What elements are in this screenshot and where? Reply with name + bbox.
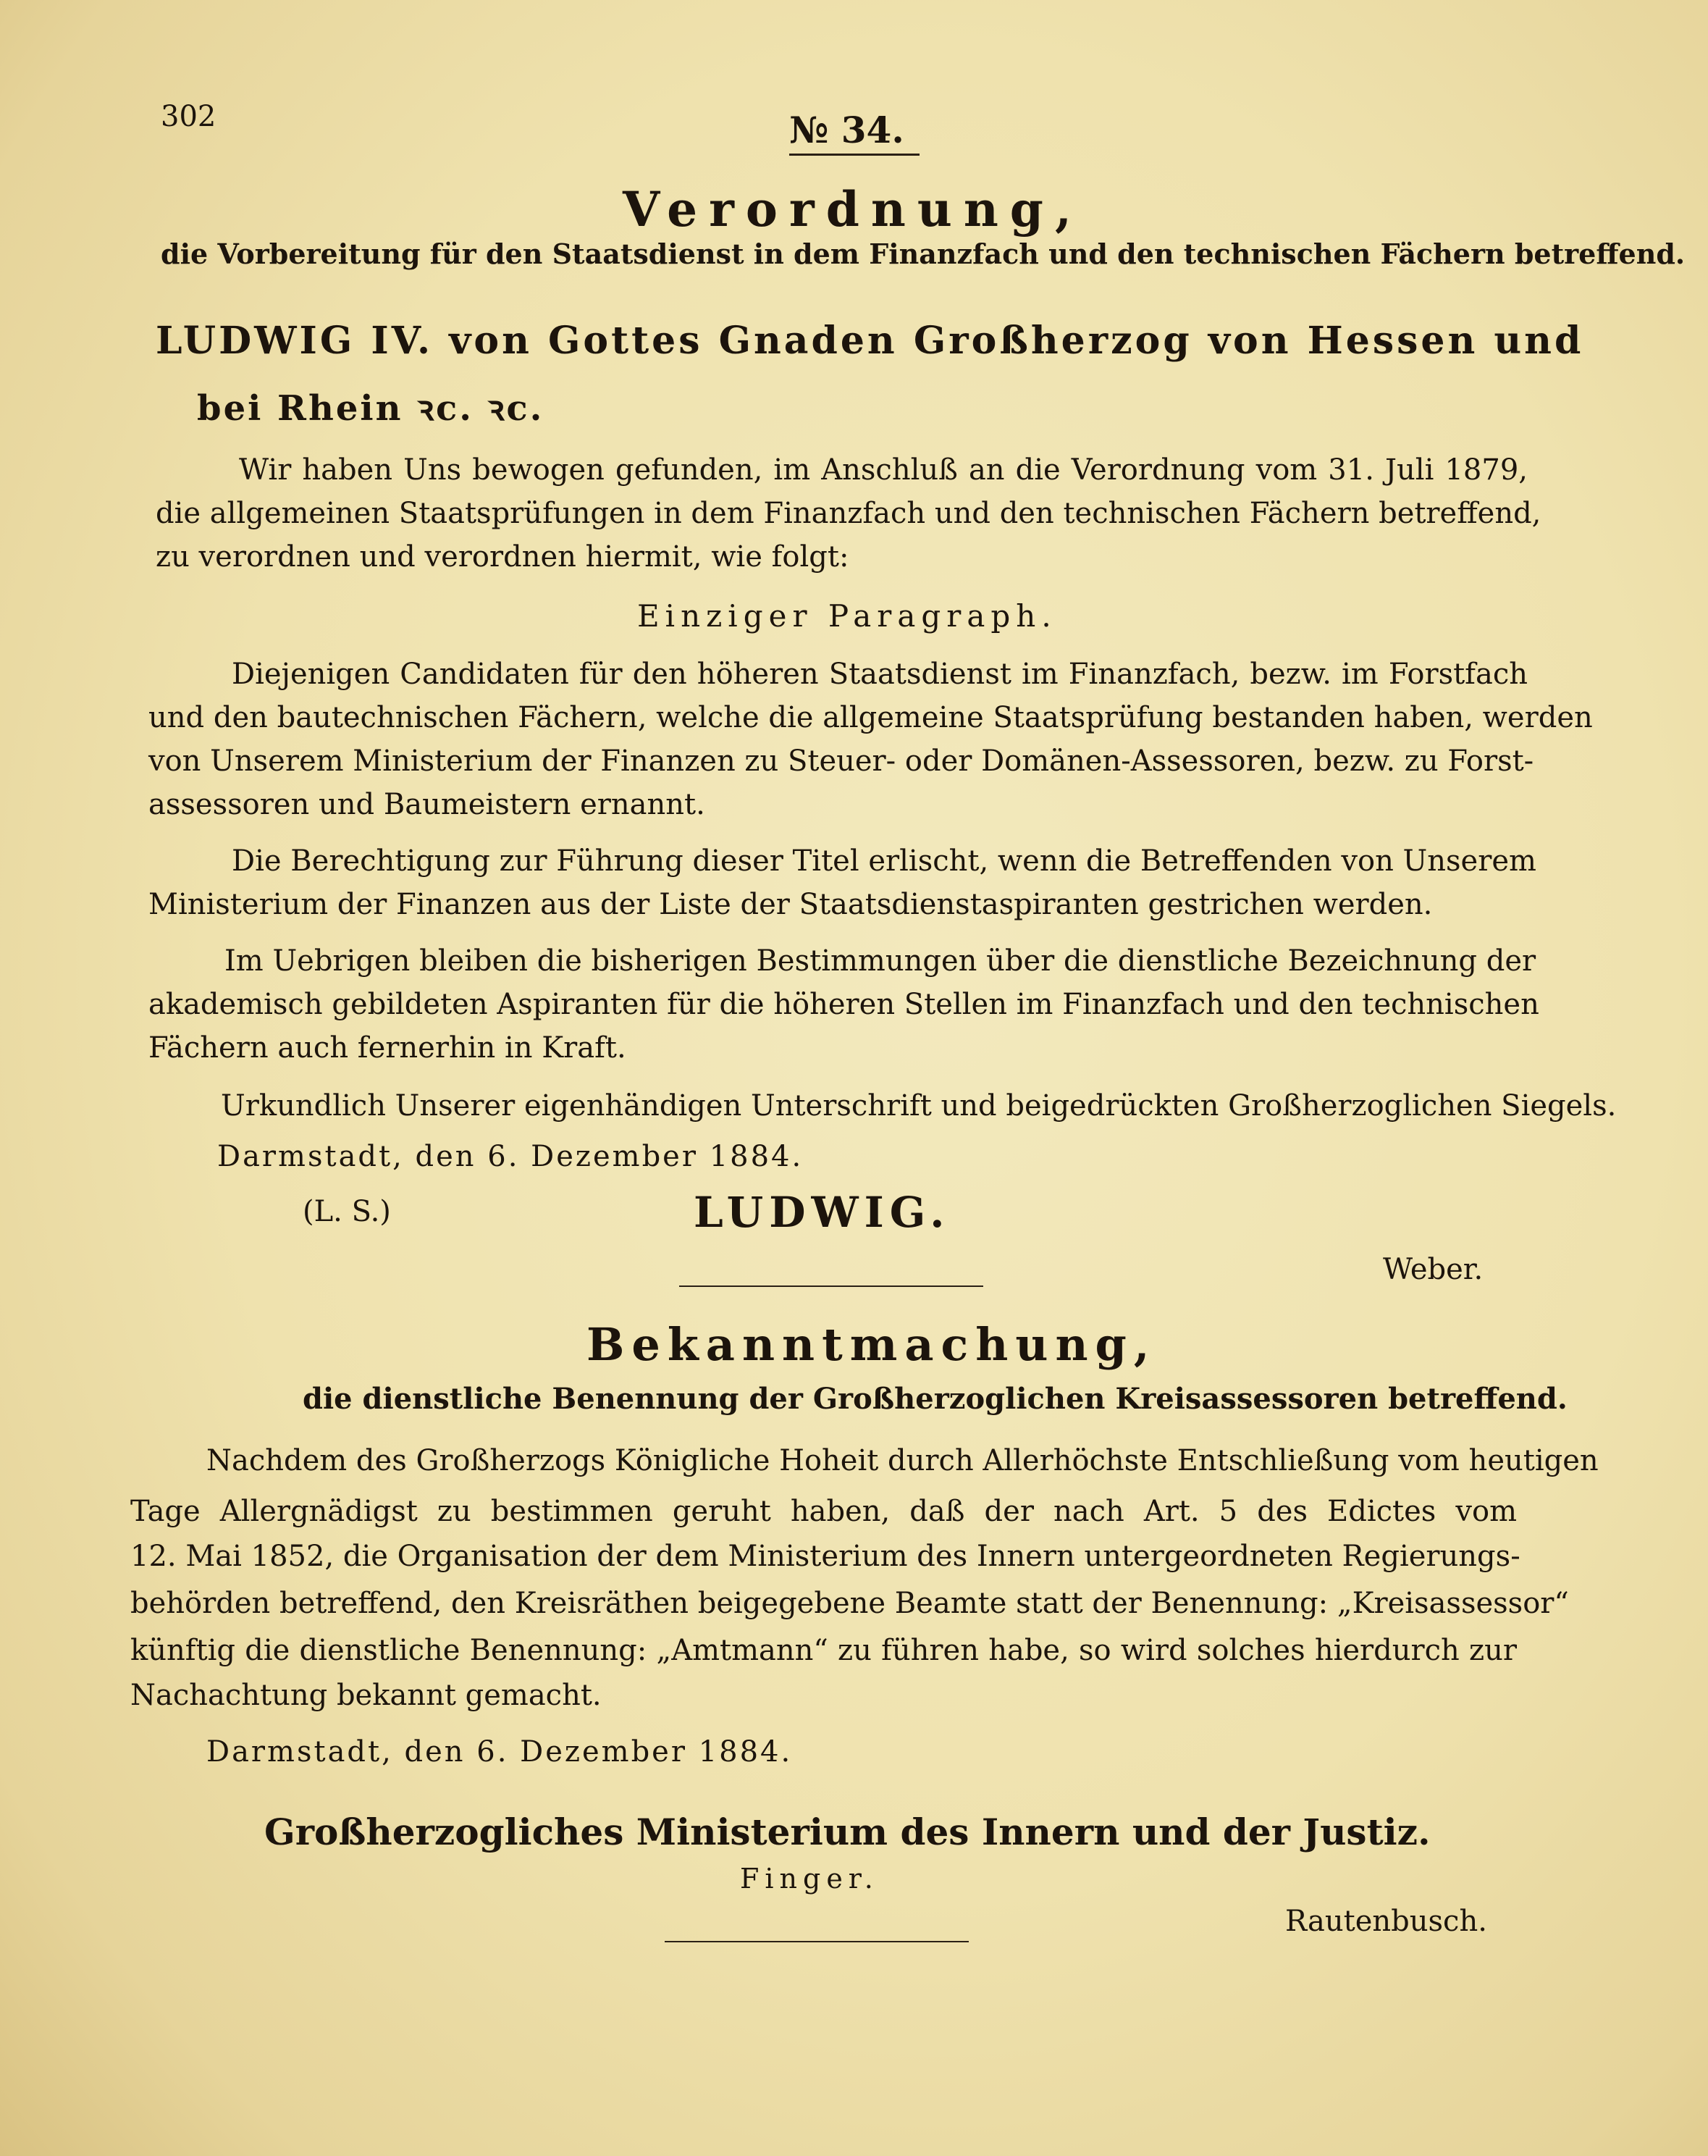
para3-line-2: akademisch gebildeten Aspiranten für die höheren Stellen im Finanzfach und den technischen: [148, 988, 1539, 1021]
sovereign-signature: LUDWIG.: [694, 1188, 951, 1237]
para3-line-1: Im Uebrigen bleiben die bisherigen Bestimmungen über die dienstliche Bezeichnung der: [224, 944, 1536, 978]
issue-underline: [789, 154, 920, 156]
bek-line-1: Nachdem des Großherzogs Königliche Hoheit durch Allerhöchste Entschließung vom heutigen: [206, 1444, 1599, 1477]
para2-line-2: Ministerium der Finanzen aus der Liste der Staatsdienstaspiranten gestrichen werden.: [148, 888, 1433, 921]
bek-line-4: behörden betreffend, den Kreisräthen beigegebene Beamte statt der Benennung: „Kreisassessor“: [130, 1587, 1569, 1620]
seal-mark: (L. S.): [303, 1195, 391, 1228]
issue-number: № 34.: [789, 109, 904, 151]
bek-line-2: Tage Allergnädigst zu bestimmen geruht haben, daß der nach Art. 5 des Edictes vom: [130, 1495, 1517, 1528]
bek-line-3: 12. Mai 1852, die Organisation der dem Ministerium des Innern untergeordneten Regierungs-: [130, 1540, 1520, 1573]
ministry-signature: Großherzogliches Ministerium des Innern und der Justiz.: [264, 1811, 1431, 1853]
page-number: 302: [161, 100, 216, 133]
verordnung-subtitle: die Vorbereitung für den Staatsdienst in dem Finanzfach und den technischen Fächern betreffend.: [161, 238, 1686, 270]
para1-line-2: und den bautechnischen Fächern, welche die allgemeine Staatsprüfung bestanden haben, werden: [148, 701, 1593, 734]
bek-line-5: künftig die dienstliche Benennung: „Amtmann“ zu führen habe, so wird solches hierdurch zur: [130, 1634, 1517, 1667]
section-divider: [679, 1285, 983, 1287]
para1-line-1: Diejenigen Candidaten für den höheren Staatsdienst im Finanzfach, bezw. im Forstfach: [232, 658, 1528, 691]
para1-line-3: von Unserem Ministerium der Finanzen zu Steuer- oder Domänen-Assessoren, bezw. zu Forst-: [148, 744, 1534, 778]
verordnung-place-date: Darmstadt, den 6. Dezember 1884.: [217, 1140, 804, 1173]
sovereign-line-2: bei Rhein ꝛc. ꝛc.: [197, 388, 544, 429]
verordnung-title: Verordnung,: [623, 181, 1083, 238]
verordnung-countersign: Weber.: [1383, 1253, 1484, 1286]
bottom-divider: [665, 1941, 969, 1942]
intro-line-3: zu verordnen und verordnen hiermit, wie folgt:: [156, 540, 849, 574]
bek-countersign: Rautenbusch.: [1285, 1905, 1487, 1938]
bek-signer: Finger.: [740, 1863, 879, 1895]
para2-line-1: Die Berechtigung zur Führung dieser Titel erlischt, wenn die Betreffenden von Unserem: [232, 844, 1536, 878]
intro-line-2: die allgemeinen Staatsprüfungen in dem Finanzfach und den technischen Fächern betreffend,: [156, 497, 1541, 530]
intro-line-1: Wir haben Uns bewogen gefunden, im Anschluß an die Verordnung vom 31. Juli 1879,: [239, 453, 1528, 487]
para3-line-3: Fächern auch fernerhin in Kraft.: [148, 1031, 626, 1065]
bek-place-date: Darmstadt, den 6. Dezember 1884.: [206, 1735, 793, 1769]
sovereign-line-1: LUDWIG IV. von Gottes Gnaden Großherzog von Hessen und: [156, 319, 1584, 363]
bek-line-6: Nachachtung bekannt gemacht.: [130, 1679, 602, 1712]
bekanntmachung-subtitle: die dienstliche Benennung der Großherzoglichen Kreisassessoren betreffend.: [303, 1382, 1568, 1416]
bekanntmachung-title: Bekanntmachung,: [586, 1318, 1157, 1371]
paragraph-heading: Einziger Paragraph.: [637, 598, 1057, 634]
para1-line-4: assessoren und Baumeistern ernannt.: [148, 788, 705, 821]
closing-formula: Urkundlich Unserer eigenhändigen Unterschrift und beigedrückten Großherzoglichen Siegels.: [221, 1089, 1617, 1123]
